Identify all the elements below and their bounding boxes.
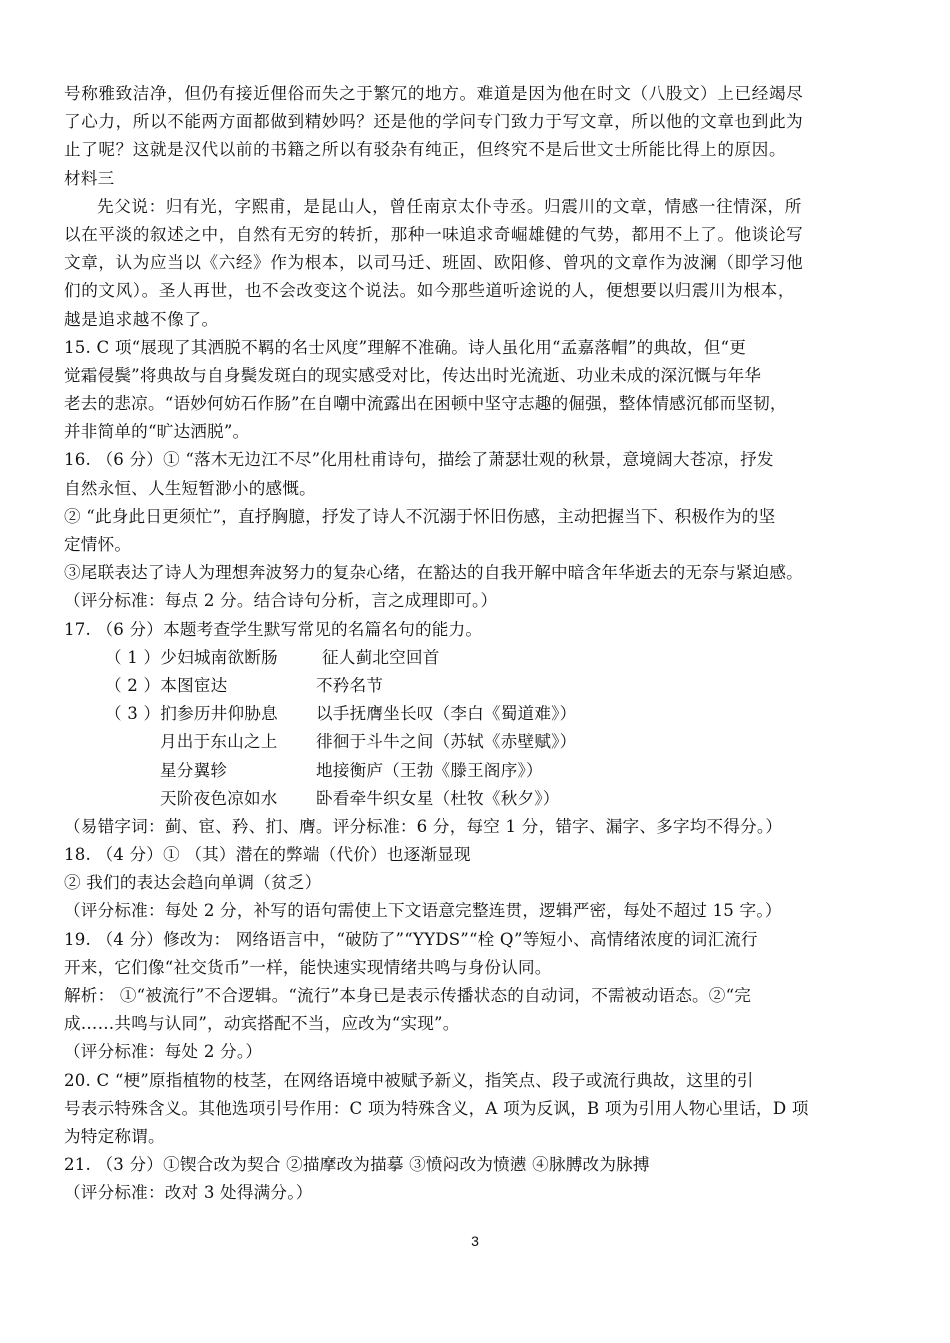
recitation-second: 征人蓟北空回首 [322, 647, 440, 667]
text-line: 并非简单的“旷达洒脱”。 [64, 422, 250, 442]
recitation-first: 星分翼轸 [160, 760, 228, 780]
text-line: 了心力，所以不能两方面都做到精妙吗？还是他的学问专门致力于写文章，所以他的文章也到此为 [64, 112, 804, 132]
recitation-first: （ 1 ）少妇城南欲断肠 [105, 647, 278, 667]
text-line: 老去的悲凉。“语妙何妨石作肠”在自嘲中流露出在困顿中坚守志趣的倔强，整体情感沉郁而坚韧， [64, 394, 787, 414]
text-line: 以在平淡的叙述之中，自然有无穷的转折，那种一味追求奇崛雄健的气势，都用不上了。他谈论写 [64, 224, 804, 244]
text-line: 定情怀。 [64, 535, 132, 554]
scoring-note: （易错字词：蓟、宦、矜、扪、膺。评分标准：6 分，每空 1 分，错字、漏字、多字均不得分。） [64, 816, 783, 836]
recitation-row [64, 785, 890, 813]
recitation-second: 地接衡庐（王勃《滕王阁序》） [316, 760, 543, 780]
recitation-second: 徘徊于斗牛之间（苏轼《赤壁赋》） [316, 732, 577, 752]
document-body [64, 80, 890, 1208]
recitation-first: 月出于东山之上 [160, 732, 278, 752]
recitation-first: （ 2 ）本图宦达 [105, 675, 228, 695]
text-line: 文章，认为应当以《六经》作为根本，以司马迁、班固、欧阳修、曾巩的文章作为波澜（即学习他 [64, 253, 804, 273]
answer-21: 21. （3 分）①锲合改为契合 ②描摩改为描摹 ③愤闷改为愤懑 ④脉膊改为脉搏 [64, 1155, 650, 1175]
answer-20: 20. C “梗”原指植物的枝茎，在网络语境中被赋予新义，指笑点、段子或流行典故，这里的引 [64, 1070, 754, 1090]
scoring-note: （评分标准：改对 3 处得满分。） [64, 1183, 313, 1203]
recitation-row [64, 644, 890, 672]
answer-19: 19. （4 分）修改为： 网络语言中，“破防了”“YYDS”“栓 Q”等短小、高情绪浓度的词汇流行 [64, 929, 758, 949]
text-line: 先父说：归有光，字熙甫，是昆山人，曾任南京太仆寺丞。归震川的文章，情感一往情深，所 [97, 196, 802, 216]
recitation-row [64, 672, 890, 700]
recitation-second: 卧看牵牛织女星（杜牧《秋夕》） [316, 788, 560, 808]
text-line: 为特定称谓。 [64, 1126, 165, 1146]
text-line: ② “此身此日更须忙”，直抒胸臆，抒发了诗人不沉溺于怀旧伤感，主动把握当下、积极作为的坚 [64, 506, 776, 526]
text-line: 自然永恒、人生短暂渺小的感慨。 [64, 478, 316, 498]
text-line: 止了呢？这就是汉代以前的书籍之所以有驳杂有纯正，但终究不是后世文士所能比得上的原因。 [64, 140, 787, 160]
answer-15: 15. C 项“展现了其洒脱不羁的名士风度”理解不准确。诗人虽化用“孟嘉落帽”的典故，但“更 [64, 337, 747, 357]
text-line: 解析： ①“被流行”不合逻辑。“流行”本身已是表示传播状态的自动词，不需被动语态。②“完 [64, 986, 752, 1005]
text-line: 们的文风）。圣人再世，也不会改变这个说法。如今那些道听途说的人，便想要以归震川为根本， [64, 281, 796, 301]
text-line: 号称雅致洁净，但仍有接近俚俗而失之于繁冗的地方。难道是因为他在时文（八股文）上已经竭尽 [64, 84, 804, 103]
recitation-row [64, 700, 890, 728]
recitation-first: （ 3 ）扪参历井仰胁息 [105, 704, 278, 724]
text-line: ② 我们的表达会趋向单调（贫乏） [64, 873, 322, 893]
scoring-note: （评分标准：每处 2 分。） [64, 1042, 263, 1062]
text-line: 觉霜侵鬓”将典故与自身鬓发斑白的现实感受对比，传达出时光流逝、功业未成的深沉慨与年华 [64, 365, 762, 385]
text-line: 成……共鸣与认同”，动宾搭配不当，应改为“实现”。 [64, 1014, 460, 1034]
recitation-row [64, 757, 890, 785]
scoring-note: （评分标准：每点 2 分。结合诗句分析，言之成理即可。） [64, 591, 498, 611]
recitation-second: 以手抚膺坐长叹（李白《蜀道难》） [316, 704, 577, 724]
answer-18: 18. （4 分）① （其）潜在的弊端（代价）也逐渐显现 [64, 845, 471, 865]
recitation-first: 天阶夜色凉如水 [160, 788, 278, 808]
scoring-note: （评分标准：每处 2 分，补写的语句需使上下文语意完整连贯，逻辑严密，每处不超过 15 字。） [64, 901, 782, 921]
text-line: ③尾联表达了诗人为理想奔波努力的复杂心绪，在豁达的自我开解中暗含年华逝去的无奈与紧迫感。 [64, 563, 803, 583]
recitation-row [64, 728, 890, 756]
text-line: 开来，它们像“社交货币”一样，能快速实现情绪共鸣与身份认同。 [64, 957, 552, 977]
answer-17: 17. （6 分）本题考查学生默写常见的名篇名句的能力。 [64, 619, 483, 639]
recitation-second: 不矜名节 [316, 675, 384, 695]
text-line: 号表示特殊含义。其他选项引号作用：C 项为特殊含义，A 项为反讽，B 项为引用人物心里话，D 项 [64, 1098, 809, 1118]
section-heading: 材料三 [64, 168, 115, 188]
text-line: 越是追求越不像了。 [64, 309, 219, 329]
answer-16: 16. （6 分）① “落木无边江不尽”化用杜甫诗句，描绘了萧瑟壮观的秋景，意境阔大苍凉，抒发 [64, 450, 774, 470]
page-number: 3 [471, 1233, 479, 1249]
